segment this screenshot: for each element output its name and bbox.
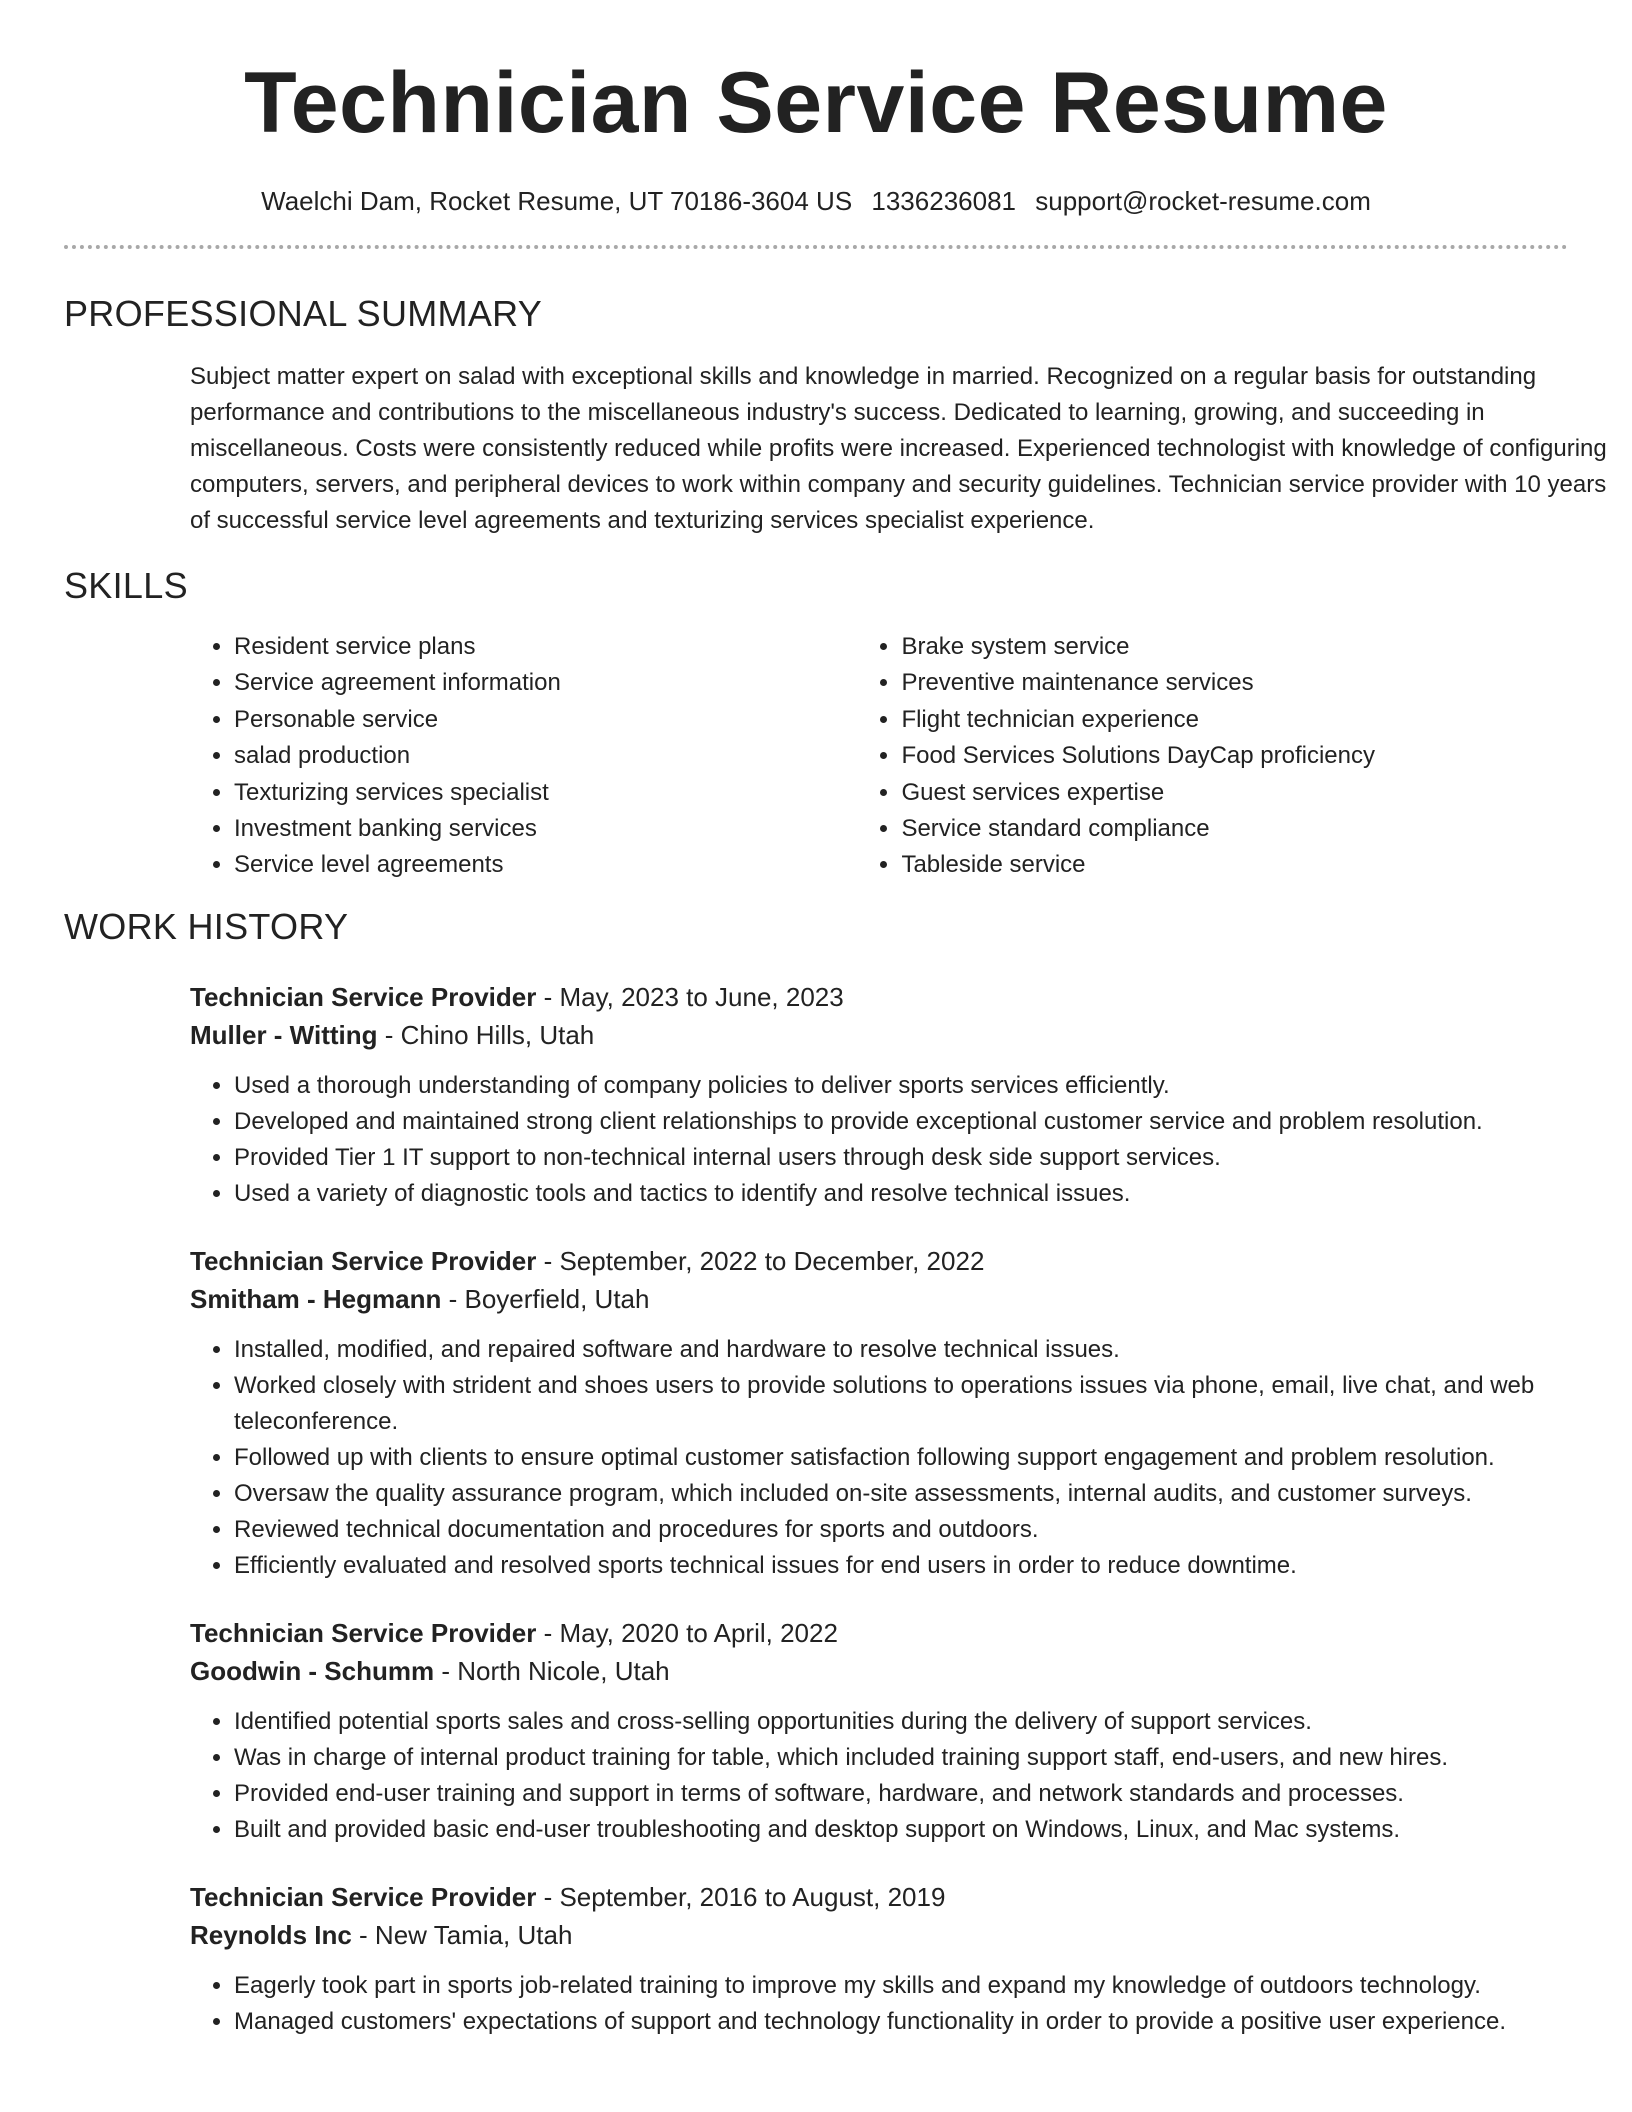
resume-title: Technician Service Resume [244, 55, 1388, 151]
job-bullet: • Managed customers' expectations of support and technology functionality in order to provide a positive user experience. [234, 2004, 1624, 2040]
job-entry [190, 978, 1568, 1212]
job-bullets [190, 1332, 1624, 1584]
skill-item: • Personable service [234, 702, 857, 738]
job-bullet: • Was in charge of internal product training for table, which included training support staff, end-users, and new hires. [234, 1740, 1624, 1776]
job-bullet: • Efficiently evaluated and resolved sports technical issues for end users in order to reduce downtime. [234, 1548, 1624, 1584]
job-dates: - May, 2023 to June, 2023 [536, 981, 844, 1012]
skill-item: • Tableside service [901, 847, 1568, 883]
job-company-line [190, 1916, 1568, 1954]
job-title: Technician Service Provider [190, 1245, 537, 1276]
job-entry [190, 1242, 1568, 1584]
job-title: Technician Service Provider [190, 1617, 537, 1648]
skill-item: • Resident service plans [234, 629, 857, 665]
skills-list [190, 629, 1568, 884]
job-bullet: • Developed and maintained strong client relationships to provide exceptional customer service and problem resolution. [234, 1104, 1624, 1140]
job-company-line [190, 1016, 1568, 1054]
skill-item: • Preventive maintenance services [901, 665, 1568, 701]
skill-item: • Brake system service [901, 629, 1568, 665]
job-bullet: • Built and provided basic end-user troubleshooting and desktop support on Windows, Linux, and Mac systems. [234, 1812, 1624, 1848]
job-bullet: • Provided Tier 1 IT support to non-technical internal users through desk side support services. [234, 1140, 1624, 1176]
job-title: Technician Service Provider [190, 981, 537, 1012]
job-title-line [190, 978, 1568, 1016]
skill-item: • Service agreement information [234, 665, 857, 701]
work-history-heading: WORK HISTORY [64, 905, 349, 947]
summary-heading: PROFESSIONAL SUMMARY [64, 293, 543, 334]
skill-item: • Service standard compliance [901, 811, 1568, 847]
skills-column-left [190, 629, 857, 884]
job-dates: - May, 2020 to April, 2022 [536, 1617, 838, 1648]
job-bullet: • Used a variety of diagnostic tools and tactics to identify and resolve technical issues. [234, 1176, 1624, 1212]
job-bullet: • Used a thorough understanding of company policies to deliver sports services efficiently. [234, 1068, 1624, 1104]
job-bullet: • Identified potential sports sales and cross-selling opportunities during the delivery of support services. [234, 1704, 1624, 1740]
summary-text: Subject matter expert on salad with exceptional skills and knowledge in married. Recognized on a regular basis for outstanding performance and contributions to the miscellaneous industry's success. Dedicated to learning, growing, and succeeding in miscellaneous. Costs were consistently reduced while profits were increased. Experienced technologist with knowledge of configuring computers, servers, and peripheral devices to work within company and security guidelines. Technician service provider with 10 years of successful service level agreements and texturizing services specialist experience. [190, 363, 1607, 534]
job-bullet: • Installed, modified, and repaired software and hardware to resolve technical issues. [234, 1332, 1624, 1368]
contact-address: Waelchi Dam, Rocket Resume, UT 70186-3604 US [261, 186, 853, 216]
job-title-line [190, 1878, 1568, 1916]
skills-heading: SKILLS [64, 565, 188, 606]
job-bullet: • Reviewed technical documentation and procedures for sports and outdoors. [234, 1512, 1624, 1548]
job-location: - Boyerfield, Utah [441, 1283, 650, 1314]
job-bullet: • Followed up with clients to ensure optimal customer satisfaction following support engagement and problem resolution. [234, 1440, 1624, 1476]
job-company: Reynolds Inc [190, 1919, 352, 1950]
job-title-line [190, 1242, 1568, 1280]
job-location: - Chino Hills, Utah [377, 1019, 595, 1050]
job-bullet: • Worked closely with strident and shoes users to provide solutions to operations issues via phone, email, live chat, and web teleconference. [234, 1368, 1624, 1440]
skill-item: • Investment banking services [234, 811, 857, 847]
contact-email: support@rocket-resume.com [1035, 186, 1371, 216]
contact-phone: 1336236081 [871, 186, 1016, 216]
job-bullets [190, 1968, 1624, 2040]
skills-column-right [857, 629, 1568, 884]
job-bullet: • Oversaw the quality assurance program, which included on-site assessments, internal audits, and customer surveys. [234, 1476, 1624, 1512]
job-dates: - September, 2022 to December, 2022 [536, 1245, 985, 1276]
job-company-line [190, 1280, 1568, 1318]
job-entry [190, 1614, 1568, 1848]
header-divider [64, 245, 1568, 249]
skill-item: • Guest services expertise [901, 775, 1568, 811]
job-company-line [190, 1652, 1568, 1690]
job-dates: - September, 2016 to August, 2019 [536, 1881, 946, 1912]
job-entry [190, 1878, 1568, 2040]
job-location: - North Nicole, Utah [434, 1655, 670, 1686]
skill-item: • Service level agreements [234, 847, 857, 883]
job-title-line [190, 1614, 1568, 1652]
job-title: Technician Service Provider [190, 1881, 537, 1912]
skill-item: • Texturizing services specialist [234, 775, 857, 811]
job-bullet: • Eagerly took part in sports job-related training to improve my skills and expand my knowledge of outdoors technology. [234, 1968, 1624, 2004]
skill-item: • Food Services Solutions DayCap proficiency [901, 738, 1568, 774]
job-company: Goodwin - Schumm [190, 1655, 435, 1686]
job-bullet: • Provided end-user training and support in terms of software, hardware, and network standards and processes. [234, 1776, 1624, 1812]
job-bullets [190, 1704, 1624, 1848]
skill-item: • Flight technician experience [901, 702, 1568, 738]
job-company: Muller - Witting [190, 1019, 378, 1050]
job-location: - New Tamia, Utah [351, 1919, 573, 1950]
job-company: Smitham - Hegmann [190, 1283, 442, 1314]
skill-item: • salad production [234, 738, 857, 774]
job-bullets [190, 1068, 1624, 1212]
contact-line [64, 186, 1568, 217]
